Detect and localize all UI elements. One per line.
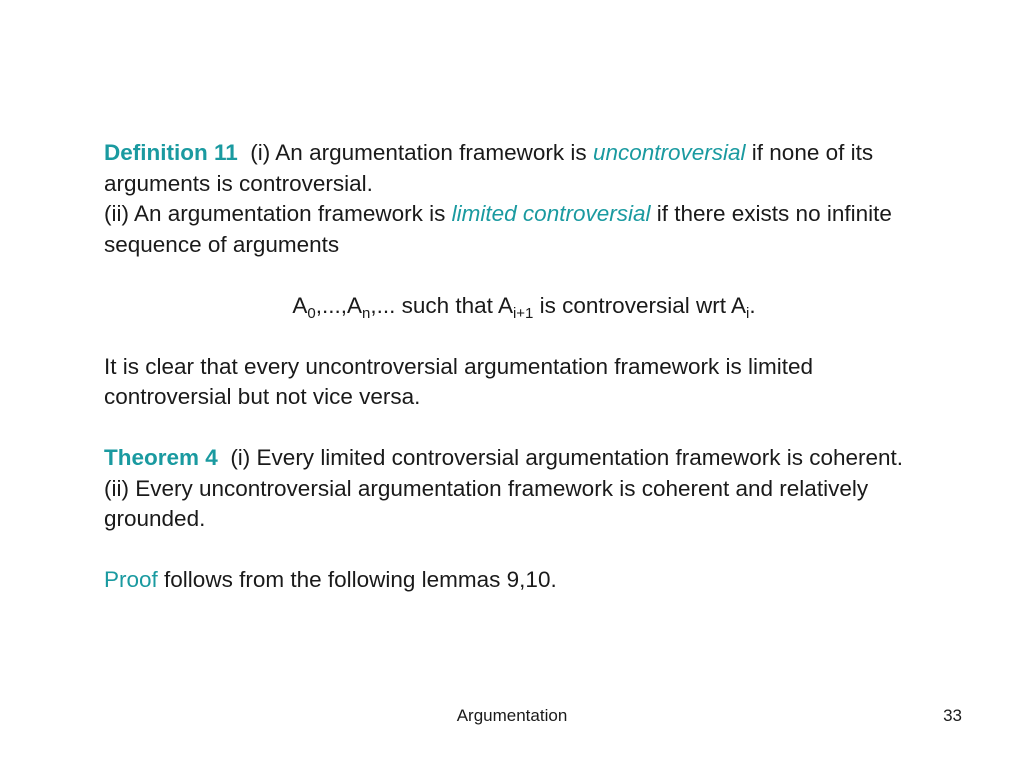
formula-sub-n: n (362, 304, 371, 322)
theorem-paragraph (104, 443, 944, 474)
definition-part2-rest: if there exists no infinite sequence of arguments (104, 201, 892, 257)
definition-label: Definition 11 (104, 140, 238, 165)
formula-such-that: ,... such that A (370, 292, 513, 318)
spacer (104, 413, 944, 444)
definition-part1-text: (i) An argumentation framework is (250, 140, 587, 165)
footer-title: Argumentation (456, 706, 568, 725)
definition-part2-paragraph (104, 199, 944, 260)
proof-paragraph (104, 565, 944, 596)
definition-paragraph (104, 138, 944, 199)
formula-sub-i: i (745, 304, 750, 322)
theorem-part2-paragraph: (ii) Every uncontroversial argumentation framework is coherent and relatively grounded. (104, 475, 869, 531)
formula-a0: A (292, 292, 308, 318)
remark-paragraph: It is clear that every uncontroversial argumentation framework is limited controversial but not vice versa. (104, 353, 814, 409)
proof-label: Proof (104, 567, 158, 592)
spacer (104, 260, 944, 291)
formula-sub-i-plus-1: i+1 (512, 304, 534, 322)
theorem-part1: (i) Every limited controversial argumentation framework is coherent. (230, 445, 904, 470)
spacer (104, 535, 944, 566)
formula-sub-0: 0 (307, 304, 316, 322)
formula-line (104, 291, 944, 322)
formula-wrt: is controversial wrt A (533, 292, 746, 318)
page-number: 33 (943, 706, 962, 725)
term-limited-controversial: limited controversial (451, 201, 651, 226)
definition-part2-text: (ii) An argumentation framework is (104, 201, 446, 226)
formula-period: . (749, 292, 756, 318)
spacer (104, 321, 944, 352)
term-uncontroversial: uncontroversial (592, 140, 746, 165)
formula-an: ,...,A (315, 292, 363, 318)
definition-part1-rest: if none of its arguments is controversial. (104, 140, 874, 196)
proof-text: follows from the following lemmas 9,10. (164, 567, 557, 592)
slide-body (104, 138, 944, 596)
theorem-label: Theorem 4 (104, 445, 218, 470)
